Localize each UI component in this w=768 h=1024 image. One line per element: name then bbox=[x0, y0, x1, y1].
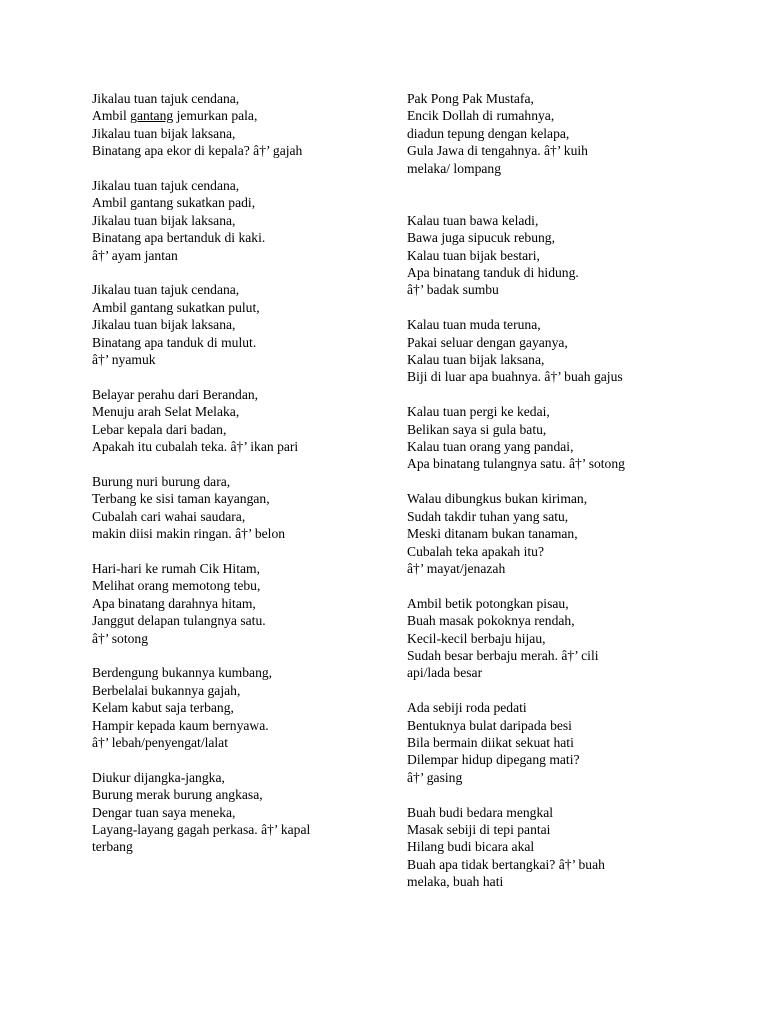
pantun-line: Hilang budi bicara akal bbox=[407, 839, 535, 855]
pantun-stanza bbox=[407, 595, 707, 682]
pantun-stanza bbox=[407, 490, 707, 577]
pantun-line: Burung merak burung angkasa, bbox=[92, 787, 263, 803]
pantun-stanza bbox=[92, 664, 392, 751]
pantun-line: Lebar kepala dari badan, bbox=[92, 421, 227, 437]
pantun-line: Kalau tuan bijak bestari, bbox=[407, 247, 540, 263]
pantun-line: Layang-layang gagah perkasa. â†’ kapal bbox=[92, 821, 311, 837]
pantun-line: Jikalau tuan tajuk cendana, bbox=[92, 178, 240, 194]
pantun-line: Binatang apa tanduk di mulut. bbox=[92, 334, 257, 350]
pantun-stanza bbox=[92, 386, 392, 456]
pantun-line: Terbang ke sisi taman kayangan, bbox=[92, 491, 270, 507]
pantun-stanza bbox=[92, 560, 392, 647]
pantun-answer: â†’ gasing bbox=[407, 769, 463, 785]
pantun-line: Bila bermain diikat sekuat hati bbox=[407, 734, 574, 750]
pantun-line: Sudah takdir tuhan yang satu, bbox=[407, 508, 569, 524]
pantun-line: Jikalau tuan bijak laksana, bbox=[92, 125, 236, 141]
pantun-line: makin diisi makin ringan. â†’ belon bbox=[92, 526, 286, 542]
pantun-line: Buah budi bedara mengkal bbox=[407, 804, 554, 820]
right-column bbox=[407, 90, 707, 908]
pantun-line: Apa binatang tulangnya satu. â†’ sotong bbox=[407, 456, 625, 472]
pantun-line: Walau dibungkus bukan kiriman, bbox=[407, 491, 588, 507]
line-text: Ambil bbox=[92, 108, 131, 124]
pantun-line: diadun tepung dengan kelapa, bbox=[407, 125, 570, 141]
pantun-line: Apa binatang darahnya hitam, bbox=[92, 595, 256, 611]
pantun-answer: â†’ ayam jantan bbox=[92, 247, 178, 263]
pantun-line: Apa binatang tanduk di hidung. bbox=[407, 265, 579, 281]
pantun-line: Belikan saya si gula batu, bbox=[407, 421, 547, 437]
pantun-line: Buah masak pokoknya rendah, bbox=[407, 613, 575, 629]
pantun-line: Cubalah teka apakah itu? bbox=[407, 543, 545, 559]
pantun-line: Dengar tuan saya meneka, bbox=[92, 804, 236, 820]
pantun-line: Hari-hari ke rumah Cik Hitam, bbox=[92, 560, 260, 576]
pantun-line: Ambil gantang sukatkan padi, bbox=[92, 195, 256, 211]
pantun-line: Cubalah cari wahai saudara, bbox=[92, 508, 246, 524]
pantun-line: Kalau tuan muda teruna, bbox=[407, 317, 541, 333]
pantun-line: Melihat orang memotong tebu, bbox=[92, 578, 261, 594]
pantun-stanza bbox=[407, 212, 707, 299]
pantun-line: Menuju arah Selat Melaka, bbox=[92, 404, 240, 420]
pantun-line: Jikalau tuan bijak laksana, bbox=[92, 317, 236, 333]
pantun-line: Kalau tuan pergi ke kedai, bbox=[407, 404, 550, 420]
pantun-stanza bbox=[92, 90, 392, 160]
pantun-line: Ambil betik potongkan pisau, bbox=[407, 595, 569, 611]
pantun-stanza bbox=[407, 804, 707, 891]
pantun-line: Pakai seluar dengan gayanya, bbox=[407, 334, 568, 350]
pantun-line: Belayar perahu dari Berandan, bbox=[92, 386, 259, 402]
pantun-line: Bawa juga sipucuk rebung, bbox=[407, 230, 555, 246]
pantun-answer: â†’ sotong bbox=[92, 630, 149, 646]
pantun-line: Meski ditanam bukan tanaman, bbox=[407, 526, 578, 542]
pantun-line bbox=[92, 107, 392, 124]
pantun-line: Berdengung bukannya kumbang, bbox=[92, 665, 273, 681]
pantun-line: Apakah itu cubalah teka. â†’ ikan pari bbox=[92, 439, 299, 455]
pantun-line: Gula Jawa di tengahnya. â†’ kuih bbox=[407, 143, 588, 159]
pantun-line: Janggut delapan tulangnya satu. bbox=[92, 613, 266, 629]
pantun-stanza bbox=[92, 177, 392, 264]
pantun-stanza bbox=[92, 473, 392, 543]
pantun-stanza bbox=[92, 769, 392, 856]
pantun-line: Jikalau tuan tajuk cendana, bbox=[92, 282, 240, 298]
pantun-line: Binatang apa bertanduk di kaki. bbox=[92, 230, 266, 246]
pantun-answer: melaka/ lompang bbox=[407, 160, 501, 176]
pantun-line: Kelam kabut saja terbang, bbox=[92, 700, 234, 716]
pantun-line: Bentuknya bulat daripada besi bbox=[407, 717, 572, 733]
pantun-line: Kalau tuan bawa keladi, bbox=[407, 212, 539, 228]
pantun-line: Jikalau tuan tajuk cendana, bbox=[92, 91, 240, 106]
pantun-line: Sudah besar berbaju merah. â†’ cili bbox=[407, 647, 599, 663]
pantun-line: Ambil gantang sukatkan pulut, bbox=[92, 299, 260, 315]
pantun-line: Diukur dijangka-jangka, bbox=[92, 769, 225, 785]
pantun-answer: api/lada besar bbox=[407, 665, 483, 681]
pantun-line: Hampir kepada kaum bernyawa. bbox=[92, 717, 269, 733]
pantun-answer: â†’ badak sumbu bbox=[407, 282, 499, 298]
pantun-line: Berbelalai bukannya gajah, bbox=[92, 682, 241, 698]
pantun-line: Biji di luar apa buahnya. â†’ buah gajus bbox=[407, 369, 623, 385]
pantun-line: Dilempar hidup dipegang mati? bbox=[407, 752, 580, 768]
underlined-word: gantang bbox=[130, 108, 174, 124]
pantun-line: Buah apa tidak bertangkai? â†’ buah bbox=[407, 856, 605, 872]
pantun-answer: melaka, buah hati bbox=[407, 874, 504, 890]
pantun-line: Burung nuri burung dara, bbox=[92, 473, 231, 489]
pantun-line: Jikalau tuan bijak laksana, bbox=[92, 212, 236, 228]
pantun-line: Pak Pong Pak Mustafa, bbox=[407, 91, 534, 106]
line-text: jemurkan pala, bbox=[173, 108, 258, 124]
pantun-stanza bbox=[407, 699, 707, 786]
pantun-stanza bbox=[407, 403, 707, 473]
pantun-line: Kecil-kecil berbaju hijau, bbox=[407, 630, 546, 646]
pantun-line: Kalau tuan orang yang pandai, bbox=[407, 439, 574, 455]
pantun-answer: terbang bbox=[92, 839, 133, 855]
pantun-answer: â†’ nyamuk bbox=[92, 352, 156, 368]
pantun-line: Masak sebiji di tepi pantai bbox=[407, 821, 551, 837]
pantun-stanza bbox=[92, 281, 392, 368]
pantun-stanza bbox=[407, 90, 707, 177]
pantun-answer: â†’ mayat/jenazah bbox=[407, 560, 506, 576]
pantun-line: Ada sebiji roda pedati bbox=[407, 700, 527, 716]
pantun-line: Kalau tuan bijak laksana, bbox=[407, 352, 545, 368]
pantun-line: Binatang apa ekor di kepala? â†’ gajah bbox=[92, 143, 303, 159]
left-column bbox=[92, 90, 392, 873]
pantun-line: Encik Dollah di rumahnya, bbox=[407, 108, 555, 124]
pantun-answer: â†’ lebah/penyengat/lalat bbox=[92, 734, 228, 750]
pantun-stanza bbox=[407, 316, 707, 386]
